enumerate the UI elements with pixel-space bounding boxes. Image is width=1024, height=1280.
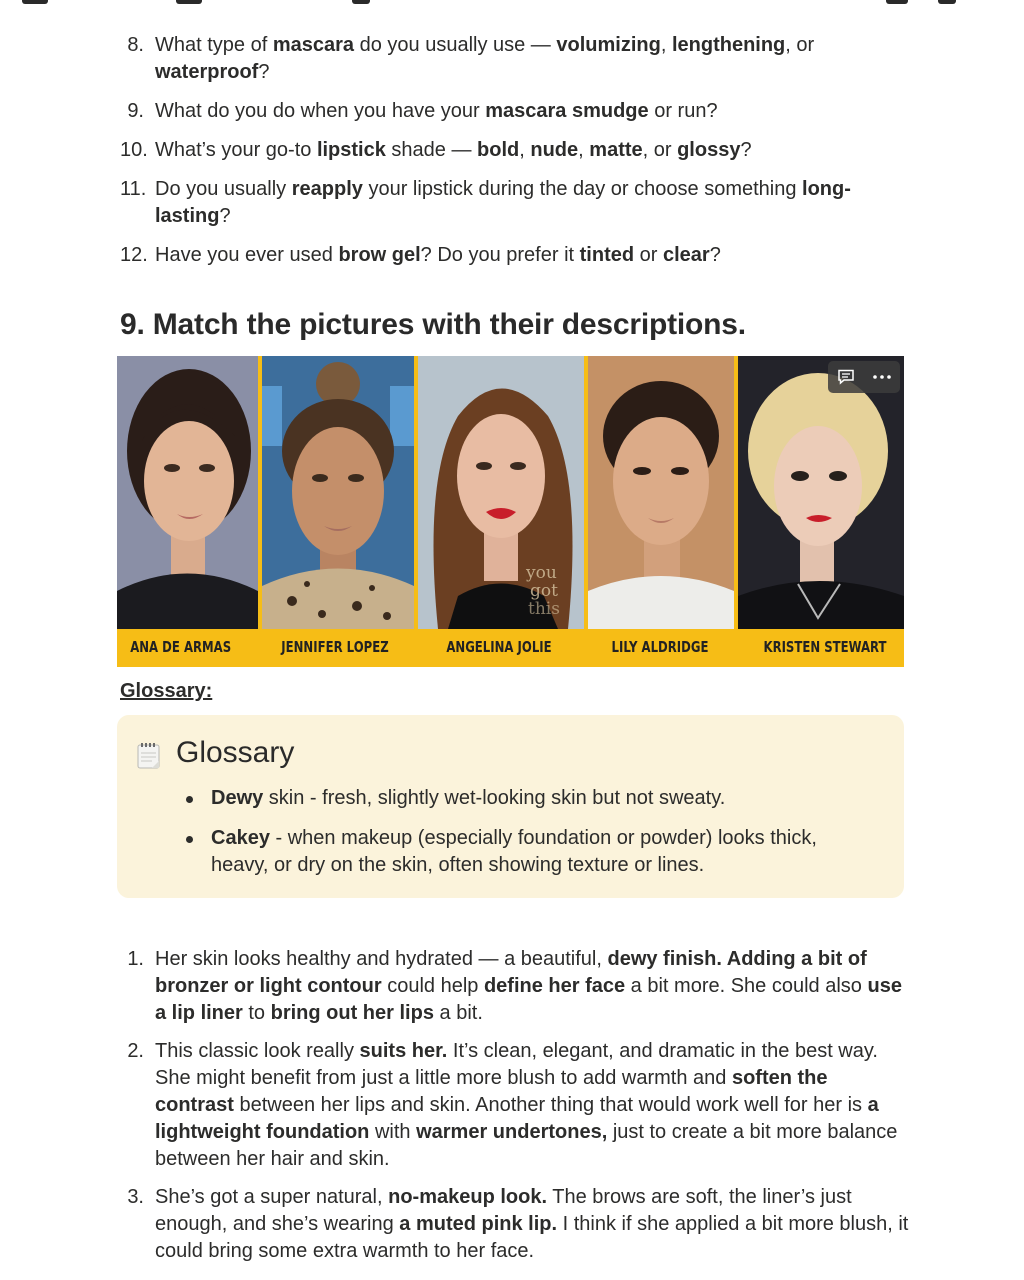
bold-text: bold (477, 139, 520, 161)
top-toolbar-edge (0, 0, 1024, 6)
list-number: 8. (127, 34, 144, 56)
list-item (120, 176, 910, 230)
svg-text:this: this (528, 599, 560, 619)
text-run: This classic look really (155, 1040, 360, 1062)
toolbar-icon[interactable] (176, 0, 202, 4)
list-number: 10. (120, 139, 148, 161)
question-list (120, 32, 910, 281)
caption-ana-de-armas: ANA DE ARMAS (130, 638, 232, 656)
caption-angelina-jolie: ANGELINA JOLIE (446, 638, 552, 656)
text-run: ? (258, 61, 270, 83)
text-run: do you usually use — (354, 34, 557, 56)
menu-icon[interactable] (22, 0, 48, 4)
glossary-callout (117, 715, 904, 898)
list-number: 12. (120, 244, 148, 266)
text-run: Have you ever used (155, 244, 339, 266)
notepad-icon (136, 742, 162, 775)
bold-text: mascara (272, 34, 355, 56)
text-run: a bit. (433, 1002, 483, 1024)
text-run: ? (219, 205, 231, 227)
list-item (120, 242, 910, 269)
list-text (155, 1186, 908, 1262)
bold-text: lipstick (316, 139, 386, 161)
section-title: 9. Match the pictures with their descriptions. (120, 308, 746, 341)
text-run: , (519, 139, 531, 161)
list-text (155, 948, 902, 1024)
bold-text: bring out her lips (270, 1002, 434, 1024)
list-item (120, 32, 910, 86)
text-run: or (634, 244, 663, 266)
text-run: with (369, 1121, 417, 1143)
svg-text:got: got (530, 581, 558, 601)
list-number: 11. (120, 178, 147, 200)
text-run: a bit more. She could also (625, 975, 868, 997)
text-run: What type of (155, 34, 273, 56)
bold-text: define her face (483, 975, 626, 997)
text-run: , (660, 34, 672, 56)
photo-angelina-jolie (418, 356, 584, 629)
glossary-item (176, 825, 876, 879)
photo-lily-aldridge (588, 356, 734, 629)
svg-text:you: you (526, 563, 557, 583)
description-list (120, 946, 910, 1276)
list-item (120, 98, 910, 125)
bullet-icon (186, 796, 193, 803)
list-number: 9. (127, 100, 144, 122)
list-text (155, 178, 851, 227)
bold-text: soften the contrast (155, 1067, 828, 1116)
glossary-link[interactable]: Glossary: (120, 680, 213, 702)
close-icon[interactable] (938, 0, 956, 4)
text-run: or run? (648, 100, 718, 122)
text-run: between her lips and skin. Another thing that would work well for her is (233, 1094, 868, 1116)
caption-jennifer-lopez: JENNIFER LOPEZ (281, 638, 389, 656)
bold-text: matte (589, 139, 643, 161)
toolbar-icon[interactable] (886, 0, 908, 4)
text-run: - when makeup (especially foundation or powder) looks thick, heavy, or dry on the skin, often showing texture or lines. (211, 827, 817, 876)
text-run: ? (740, 139, 752, 161)
text-run: , (578, 139, 590, 161)
text-run: It’s clean, elegant, and dramatic in the best way. She might benefit from just a little more blush to add warmth and (155, 1040, 878, 1089)
text-run: , or (785, 34, 815, 56)
caption-kristen-stewart: KRISTEN STEWART (763, 638, 887, 656)
list-number: 1. (127, 948, 144, 970)
more-icon[interactable] (864, 361, 900, 393)
list-item (120, 1184, 910, 1265)
bold-text: Cakey (211, 827, 270, 849)
text-run: ? (709, 244, 721, 266)
bold-text: volumizing (556, 34, 661, 56)
text-run: could help (381, 975, 484, 997)
list-number: 2. (127, 1040, 144, 1062)
bold-text: a lightweight foundation (155, 1094, 879, 1143)
list-text (155, 1040, 897, 1170)
image-toolbar (828, 361, 900, 393)
list-text (155, 244, 721, 266)
callout-title: Glossary (176, 736, 295, 769)
bold-text: suits her. (359, 1040, 448, 1062)
text-run: skin - fresh, slightly wet-looking skin but not sweaty. (263, 787, 726, 809)
text-run: , or (642, 139, 678, 161)
text-run: What’s your go-to (155, 139, 317, 161)
bold-text: a muted pink lip. (399, 1213, 558, 1235)
list-text (155, 100, 718, 122)
text-run: I think if she applied a bit more blush, it could bring some extra warmth to her face. (155, 1213, 909, 1262)
text-run: your lipstick during the day or choose something (362, 178, 803, 200)
text-run: The brows are soft, the liner’s just enough, and she’s wearing (155, 1186, 852, 1235)
caption-lily-aldridge: LILY ALDRIDGE (611, 638, 709, 656)
photo-ana-de-armas (117, 356, 258, 629)
bold-text: waterproof (155, 61, 259, 83)
text-run: She’s got a super natural, (155, 1186, 389, 1208)
celebrity-photo-strip[interactable] (117, 356, 904, 667)
text-run: shade — (385, 139, 478, 161)
bold-text: brow gel (338, 244, 421, 266)
toolbar-icon[interactable] (352, 0, 370, 4)
text-run: Her skin looks healthy and hydrated — a beautiful, (155, 948, 608, 970)
list-item (120, 137, 910, 164)
bold-text: mascara smudge (485, 100, 649, 122)
glossary-item (176, 785, 876, 812)
list-text (155, 139, 752, 161)
text-run: to (242, 1002, 271, 1024)
list-number: 3. (127, 1186, 144, 1208)
bullet-icon (186, 836, 193, 843)
comment-icon[interactable] (828, 361, 864, 393)
bold-text: warmer undertones, (416, 1121, 608, 1143)
bold-text: no-makeup look. (388, 1186, 548, 1208)
photo-jennifer-lopez (262, 356, 414, 629)
list-item (120, 1038, 910, 1173)
glossary-list (176, 785, 876, 892)
bold-text: glossy (677, 139, 741, 161)
text-run: just to create a bit more balance between her hair and skin. (155, 1121, 898, 1170)
list-text (155, 34, 814, 83)
bold-text: long-lasting (155, 178, 851, 227)
text-run: Do you usually (155, 178, 292, 200)
bold-text: clear (662, 244, 710, 266)
bold-text: lengthening (671, 34, 786, 56)
photo-kristen-stewart (738, 356, 904, 629)
list-item (120, 946, 910, 1027)
text-run: ? Do you prefer it (420, 244, 580, 266)
bold-text: dewy finish. Adding a bit of bronzer or light contour (155, 948, 867, 997)
bold-text: Dewy (211, 787, 264, 809)
bold-text: nude (530, 139, 579, 161)
bold-text: use a lip liner (155, 975, 902, 1024)
text-run: What do you do when you have your (155, 100, 486, 122)
bold-text: reapply (291, 178, 363, 200)
bold-text: tinted (579, 244, 635, 266)
